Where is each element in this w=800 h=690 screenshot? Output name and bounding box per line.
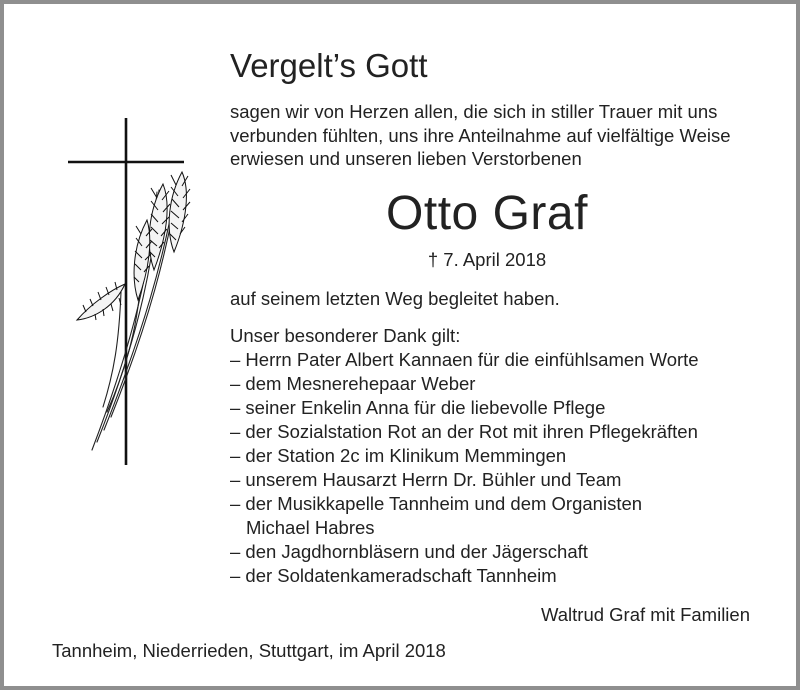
thanks-item: – der Soldatenkameradschaft Tannheim xyxy=(230,565,557,586)
intro-line: sagen wir von Herzen allen, die sich in stiller Trauer mit uns xyxy=(230,101,718,122)
thanks-item: – der Sozialstation Rot an der Rot mit ihren Pflegekräften xyxy=(230,421,698,442)
thanks-item-continuation xyxy=(230,516,699,540)
signature: Waltrud Graf mit Familien xyxy=(540,604,750,625)
thanks-item: – Herrn Pater Albert Kannaen für die einfühlsamen Worte xyxy=(230,349,699,370)
thanks-title: Unser besonderer Dank gilt: xyxy=(230,325,461,346)
death-date: † 7. April 2018 xyxy=(427,249,547,270)
heading: Vergelt’s Gott xyxy=(230,47,428,84)
intro-text xyxy=(230,100,731,171)
closing-line: auf seinem letzten Weg begleitet haben. xyxy=(230,288,560,309)
thanks-item: – der Station 2c im Klinikum Memmingen xyxy=(230,445,567,466)
thanks-list xyxy=(230,348,699,588)
thanks-item: – seiner Enkelin Anna für die liebevolle Pflege xyxy=(230,397,606,418)
place-date: Tannheim, Niederrieden, Stuttgart, im April 2018 xyxy=(52,640,446,661)
cross-with-wheat-icon xyxy=(59,112,199,472)
thanks-item: – den Jagdhornbläsern und der Jägerschaft xyxy=(230,541,588,562)
intro-line: verbunden fühlten, uns ihre Anteilnahme auf vielfältige Weise xyxy=(230,124,731,146)
intro-line: erwiesen und unseren lieben Verstorbenen xyxy=(230,148,582,169)
thanks-item: – dem Mesnerehepaar Weber xyxy=(230,373,476,394)
thanks-item: – unserem Hausarzt Herrn Dr. Bühler und Team xyxy=(230,469,622,490)
deceased-name: Otto Graf xyxy=(386,187,588,240)
thanks-item: – der Musikkapelle Tannheim und dem Organisten xyxy=(230,493,643,514)
thanks-item-continuation-text: Michael Habres xyxy=(246,517,375,538)
